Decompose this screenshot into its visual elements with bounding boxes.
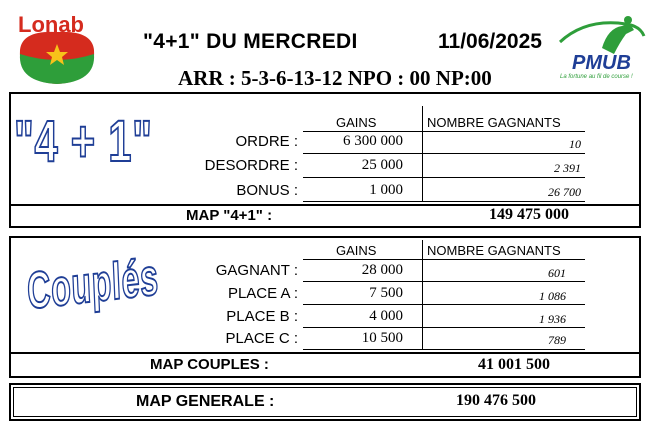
gain-desordre: 25 000 (361, 157, 403, 173)
draw-date: 11/06/2025 (438, 30, 542, 53)
map-quatre-plus-un-value: 149 475 000 (489, 206, 569, 223)
pmub-logo (556, 12, 648, 84)
row-label-place-b: PLACE B : (226, 308, 298, 325)
winners-header: NOMBRE GAGNANTS (427, 115, 561, 130)
map-couples-value: 41 001 500 (478, 356, 550, 373)
row-label-place-a: PLACE A : (227, 285, 298, 302)
winners-gagnant: 601 (548, 266, 566, 280)
winners-place-a: 1 086 (539, 289, 566, 303)
gain-place-b: 4 000 (369, 308, 403, 324)
row-label-bonus: BONUS : (236, 182, 298, 199)
pmub-tagline: La fortune au fil de course ! (560, 74, 633, 80)
gain-bonus: 1 000 (369, 182, 403, 198)
gain-place-a: 7 500 (369, 285, 403, 301)
map-generale-value: 190 476 500 (456, 392, 536, 409)
quatre-plus-un-title: "4 + 1" (14, 109, 153, 174)
gain-ordre: 6 300 000 (343, 133, 403, 149)
lonab-wordmark: Lonab (18, 12, 84, 37)
row-label-gagnant: GAGNANT : (215, 262, 298, 279)
map-generale-label: MAP GENERALE : (136, 393, 275, 410)
row-label-desordre: DESORDRE : (204, 157, 298, 174)
map-couples-label: MAP COUPLES : (150, 356, 269, 373)
gains-header: GAINS (336, 115, 377, 130)
winners-place-b: 1 936 (539, 312, 566, 326)
winners-desordre: 2 391 (554, 161, 581, 175)
couples-gains-header: GAINS (336, 243, 377, 258)
arrivee-line: ARR : 5-3-6-13-12 NPO : 00 NP:00 (178, 66, 492, 90)
winners-place-c: 789 (548, 333, 566, 347)
gain-place-c: 10 500 (361, 330, 403, 346)
row-label-place-c: PLACE C : (225, 330, 298, 347)
winners-bonus: 26 700 (548, 185, 581, 199)
couples-winners-header: NOMBRE GAGNANTS (427, 243, 561, 258)
lonab-logo (12, 10, 102, 88)
draw-title: "4+1" DU MERCREDI (143, 30, 358, 53)
winners-ordre: 10 (569, 137, 581, 151)
map-quatre-plus-un-label: MAP "4+1" : (186, 207, 273, 224)
couples-title: Couplés (26, 248, 160, 321)
row-label-ordre: ORDRE : (235, 133, 298, 150)
pmub-wordmark: PMUB (572, 52, 631, 74)
gain-gagnant: 28 000 (361, 262, 403, 278)
